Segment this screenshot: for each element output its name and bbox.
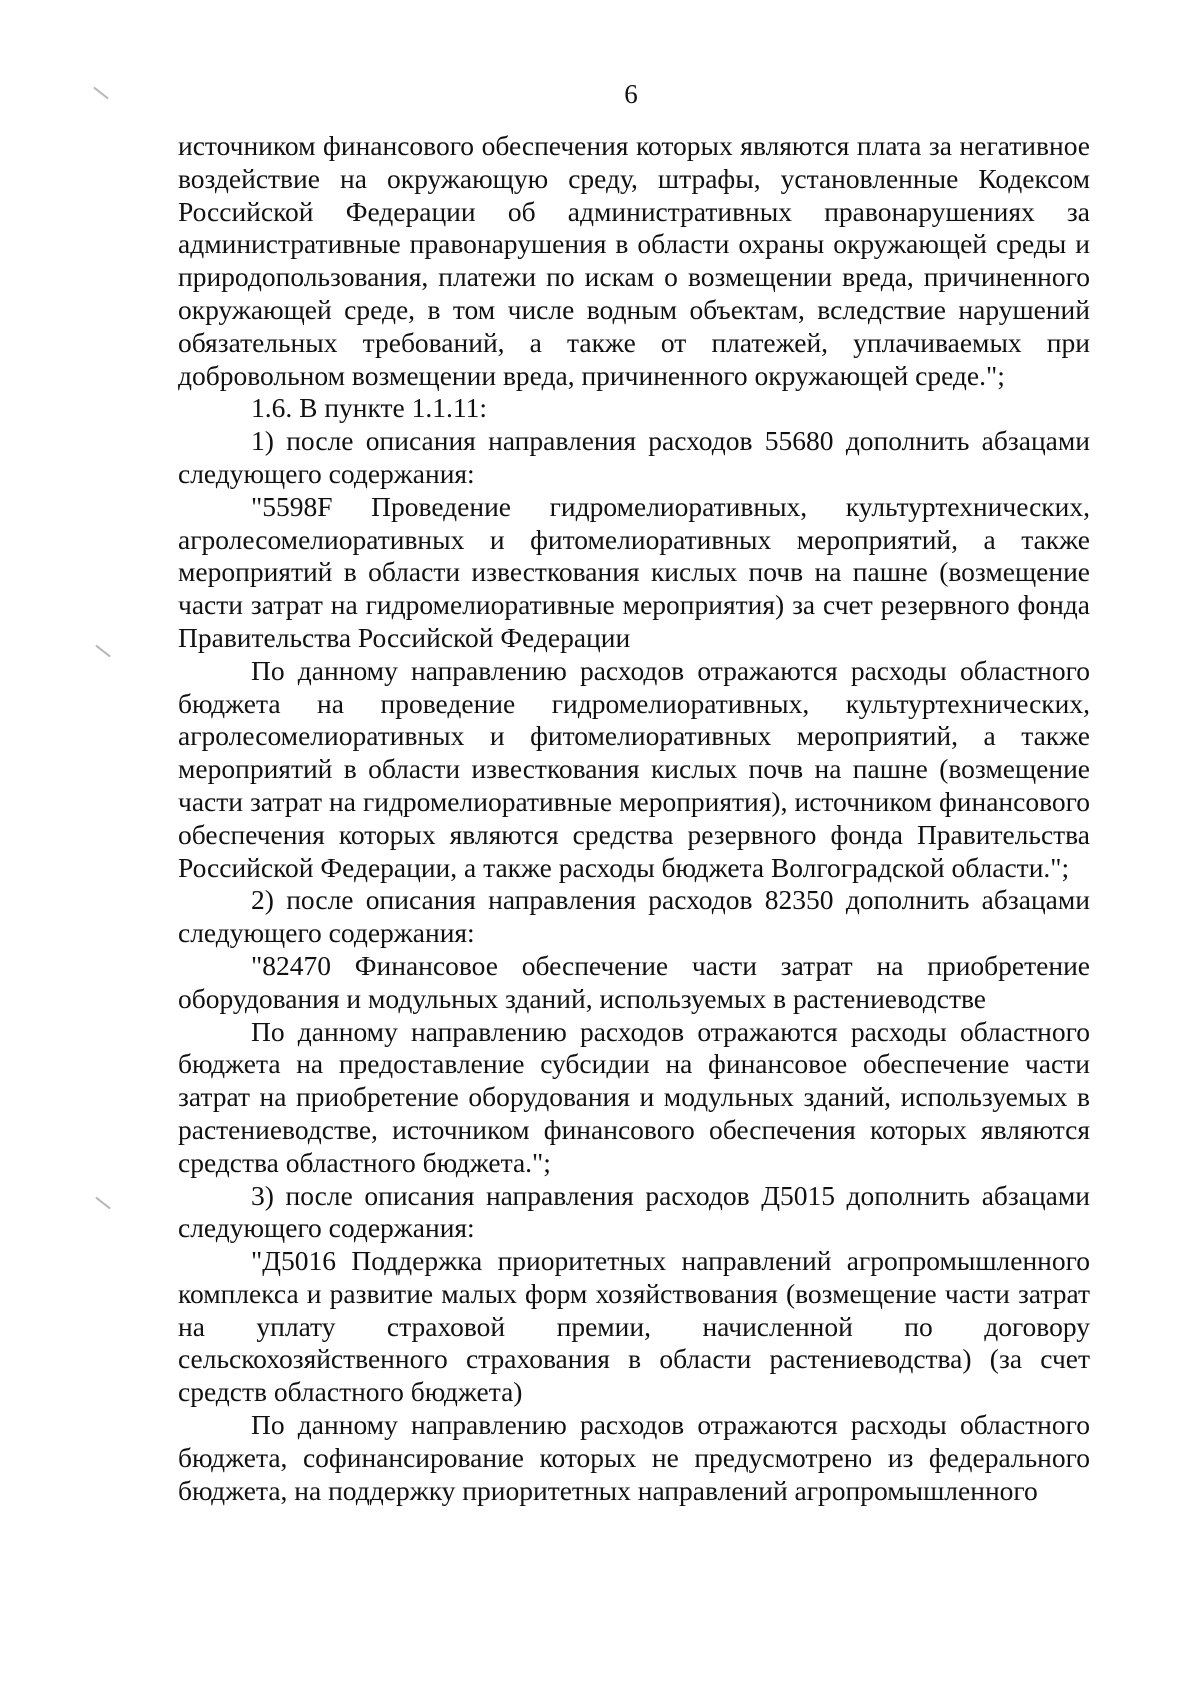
paragraph: 1) после описания направления расходов 55680 дополнить абзацами следующего содержания:: [178, 425, 1090, 489]
paragraph: По данному направлению расходов отражаются расходы областного бюджета на проведение гидромелиоративных, культуртехнических, агролесомелиоративных и фитомелиоративных мероприятий, а также мероприятий в области известкования кислых почв на пашне (возмещение части затрат на гидромелиоративные мероприятия), источником финансового обеспечения которых являются средства резервного фонда Правительства Российской Федерации, а также расходы бюджета Волгоградской области.";: [178, 654, 1090, 883]
scan-artifact-mark: [95, 1197, 110, 1210]
document-body: [178, 130, 1090, 1507]
paragraph: источником финансового обеспечения которых являются плата за негативное воздействие на окружающую среду, штрафы, установленные Кодексом Российской Федерации об административных правонарушениях за административные правонарушения в области охраны окружающей среды и природопользования, платежи по искам о возмещении вреда, причиненного окружающей среде, в том числе водным объектам, вследствие нарушений обязательных требований, а также от платежей, уплачиваемых при добровольном возмещении вреда, причиненного окружающей среде.";: [178, 130, 1090, 391]
page-number: 6: [624, 79, 638, 109]
paragraph: "5598F Проведение гидромелиоративных, культуртехнических, агролесомелиоративных и фитомелиоративных мероприятий, а также мероприятий в области известкования кислых почв на пашне (возмещение части затрат на гидромелиоративные мероприятия) за счет резервного фонда Правительства Российской Федерации: [178, 490, 1090, 653]
paragraph: "Д5016 Поддержка приоритетных направлений агропромышленного комплекса и развитие малых форм хозяйствования (возмещение части затрат на уплату страховой премии, начисленной по договору сельскохозяйственного страхования в области растениеводства) (за счет средств областного бюджета): [178, 1245, 1090, 1408]
paragraph: 2) после описания направления расходов 82350 дополнить абзацами следующего содержания:: [178, 884, 1090, 949]
paragraph: По данному направлению расходов отражаются расходы областного бюджета на предоставление субсидии на финансовое обеспечение части затрат на приобретение оборудования и модульных зданий, используемых в растениеводстве, источником финансового обеспечения которых являются средства областного бюджета.";: [178, 1015, 1090, 1178]
paragraph: "82470 Финансовое обеспечение части затрат на приобретение оборудования и модульных зданий, используемых в растениеводстве: [178, 949, 1090, 1014]
scan-artifact-mark: [95, 645, 110, 658]
paragraph: По данному направлению расходов отражаются расходы областного бюджета, софинансирование которых не предусмотрено из федерального бюджета, на поддержку приоритетных направлений агропромышленного: [178, 1409, 1090, 1506]
paragraph: 1.6. В пункте 1.1.11:: [251, 392, 487, 424]
paragraph: 3) после описания направления расходов Д5015 дополнить абзацами следующего содержания:: [178, 1179, 1090, 1244]
